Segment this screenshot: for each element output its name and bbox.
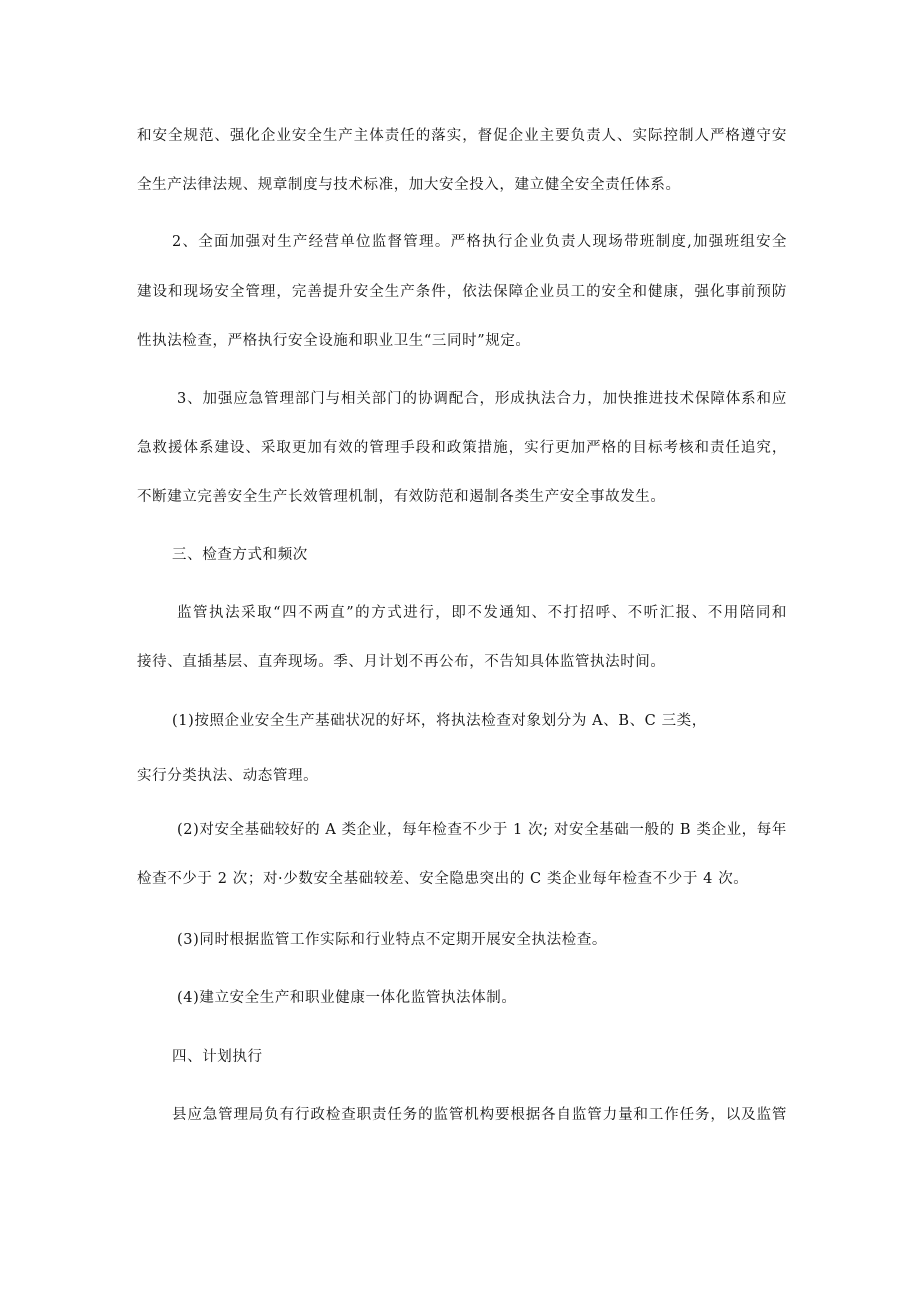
paragraph-line: (3)同时根据监管工作实际和行业特点不定期开展安全执法检查。 — [177, 932, 608, 948]
section-heading: 三、检查方式和频次 — [172, 547, 308, 563]
paragraph-line: 2、全面加强对生产经营单位监督管理。严格执行企业负责人现场带班制度,加强班组安全 — [172, 234, 787, 250]
paragraph-line: 不断建立完善安全生产长效管理机制，有效防范和遏制各类生产安全事故发生。 — [137, 489, 666, 505]
paragraph-line: 全生产法律法规、规章制度与技术标准，加大安全投入，建立健全安全责任体系。 — [137, 177, 681, 193]
paragraph-line: 检查不少于 2 次；对·少数安全基础较差、安全隐患突出的 C 类企业每年检查不少于 4 次。 — [137, 871, 749, 887]
paragraph-line: 和安全规范、强化企业安全生产主体责任的落实，督促企业主要负责人、实际控制人严格遵守安 — [137, 128, 787, 144]
paragraph-line: (2)对安全基础较好的 A 类企业，每年检查不少于 1 次; 对安全基础一般的 B 类企业，每年 — [177, 822, 787, 838]
paragraph-line: 3、加强应急管理部门与相关部门的协调配合，形成执法合力，加快推进技术保障体系和应 — [177, 391, 787, 407]
paragraph-line: 性执法检查，严格执行安全设施和职业卫生“三同时”规定。 — [137, 333, 531, 349]
paragraph-line: (1)按照企业安全生产基础状况的好坏，将执法检查对象划分为 A、B、C 三类， — [172, 713, 707, 729]
paragraph-line: 县应急管理局负有行政检查职责任务的监管机构要根据各自监管力量和工作任务，以及监管 — [172, 1107, 787, 1123]
paragraph-line: 急救援体系建设、采取更加有效的管理手段和政策措施，实行更加严格的目标考核和责任追究， — [137, 440, 787, 456]
paragraph-line: (4)建立安全生产和职业健康一体化监管执法体制。 — [177, 990, 517, 1006]
paragraph-line: 接待、直插基层、直奔现场。季、月计划不再公布，不告知具体监管执法时间。 — [137, 654, 666, 670]
section-heading: 四、计划执行 — [172, 1049, 263, 1065]
paragraph-line: 监管执法采取“四不两直”的方式进行，即不发通知、不打招呼、不听汇报、不用陪同和 — [177, 605, 787, 621]
paragraph-line: 建设和现场安全管理，完善提升安全生产条件，依法保障企业员工的安全和健康，强化事前预防 — [137, 284, 787, 300]
paragraph-line: 实行分类执法、动态管理。 — [137, 768, 319, 784]
